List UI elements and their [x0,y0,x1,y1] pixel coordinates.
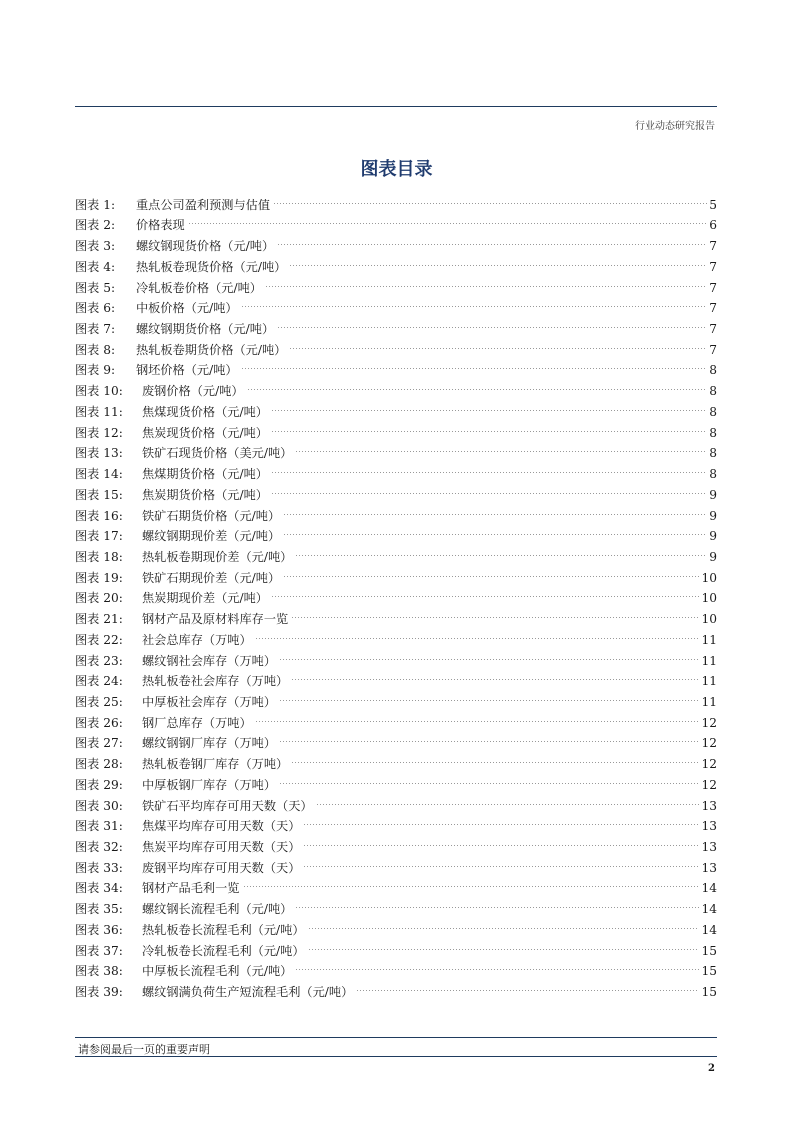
toc-entry-page: 10 [701,591,717,606]
toc-dot-leader [271,457,707,478]
toc-entry-number: 图表 11: [75,404,123,419]
toc-entry-title: 热轧板卷期现价差（元/吨） [142,549,293,564]
toc-entry-number: 图表 19: [75,570,123,585]
toc-dot-leader [283,520,707,541]
toc-entry-number: 图表 24: [75,674,123,689]
toc-dot-leader [295,540,707,561]
toc-dot-leader [279,727,699,748]
toc-dot-leader [295,892,699,913]
toc-entry-title: 价格表现 [136,218,185,233]
toc-entry-title: 焦炭平均库存可用天数（天） [142,840,301,854]
toc-entry-title: 焦炭现货价格（元/吨） [142,425,268,440]
toc-entry-page: 7 [709,301,717,316]
report-type-label: 行业动态研究报告 [635,121,715,132]
toc-entry-number: 图表 38: [75,964,123,979]
toc-dot-leader [316,789,700,810]
toc-entry-title: 钢厂总库存（万吨） [142,715,252,730]
toc-dot-leader [255,623,700,644]
footer-rule-bottom [75,1056,717,1057]
toc-entry-title: 焦炭期货价格（元/吨） [142,487,268,502]
toc-entry-number: 图表 18: [75,549,123,564]
toc-entry-page: 7 [709,342,717,357]
toc-entry-number: 图表 10: [75,384,123,399]
toc-dot-leader [283,561,699,582]
toc-entry-page: 14 [701,881,717,896]
toc-entry-title: 废钢价格（元/吨） [142,384,244,399]
toc-entry-title: 中厚板钢厂库存（万吨） [142,777,277,792]
toc-entry-title: 冷轧板卷长流程毛利（元/吨） [142,943,305,958]
toc-entry-number: 图表 28: [75,757,123,772]
toc-entry-number: 图表 22: [75,632,123,647]
toc-entry-page: 11 [701,674,717,689]
toc-entry-title: 焦煤期货价格（元/吨） [142,467,268,482]
toc-entry-title: 热轧板卷期货价格（元/吨） [136,342,287,357]
toc-entry-title: 铁矿石现货价格（美元/吨） [142,446,293,461]
toc-entry-title: 中厚板长流程毛利（元/吨） [142,964,293,979]
toc-entry-number: 图表 32: [75,840,123,854]
toc-dot-leader [356,975,699,996]
toc-entry-title: 螺纹钢现货价格（元/吨） [136,239,275,254]
toc-entry-number: 图表 4: [75,259,116,274]
toc-entry-title: 铁矿石平均库存可用天数（天） [142,798,313,813]
toc-entry-title: 中厚板社会库存（万吨） [142,694,277,709]
toc-dot-leader [291,602,699,623]
toc-dot-leader [303,830,699,851]
toc-dot-leader [241,292,707,313]
toc-entry-number: 图表 35: [75,902,123,917]
toc-entry-page: 8 [709,425,717,440]
toc-entry-page: 9 [709,487,717,502]
toc-entry-title: 热轧板卷长流程毛利（元/吨） [142,922,305,937]
toc-entry-number: 图表 15: [75,487,123,502]
toc-entry-title: 螺纹钢长流程毛利（元/吨） [142,902,293,917]
toc-dot-leader [247,374,707,395]
toc-entry-page: 13 [701,798,717,813]
toc-entry-title: 社会总库存（万吨） [142,632,252,647]
toc-entry-page: 13 [701,819,717,834]
toc-entry-title: 焦炭期现价差（元/吨） [142,591,268,606]
toc-entry-page: 11 [701,694,717,709]
toc-dot-leader [295,437,707,458]
toc-entry-number: 图表 25: [75,694,123,709]
toc-entry-page: 11 [701,632,717,647]
toc-entry-number: 图表 20: [75,591,123,606]
toc-entry-number: 图表 9: [75,363,116,378]
toc-dot-leader [283,499,707,520]
toc-dot-leader [289,333,707,354]
toc-entry-page: 15 [701,985,717,1000]
toc-dot-leader [279,685,699,706]
toc-entry-number: 图表 37: [75,943,123,958]
toc-entry-page: 14 [701,922,717,937]
toc-dot-leader [279,644,699,665]
toc-entry-number: 图表 8: [75,342,116,357]
toc-entry-page: 6 [709,218,717,233]
toc-dot-leader [291,747,699,768]
toc-dot-leader [255,706,700,727]
toc-dot-leader [243,872,700,893]
toc-entry-page: 8 [709,363,717,378]
toc-entry-title: 铁矿石期货价格（元/吨） [142,508,281,523]
toc-entry-page: 12 [701,757,717,772]
toc-entry-page: 15 [701,943,717,958]
toc-entry-title: 热轧板卷钢厂库存（万吨） [142,757,289,772]
toc-dot-leader [308,934,700,955]
toc-dot-leader [271,395,707,416]
toc-entry-page: 8 [709,404,717,419]
toc-dot-leader [277,229,707,250]
toc-entry-title: 焦煤平均库存可用天数（天） [142,819,301,834]
toc-entry-number: 图表 30: [75,798,123,813]
toc-entry-number: 图表 1: [75,197,116,212]
toc-entry-page: 13 [701,860,717,875]
toc-entry-page: 8 [709,446,717,461]
toc-entry-page: 9 [709,508,717,523]
toc-entry-page: 9 [709,549,717,564]
toc-entry-title: 螺纹钢期货价格（元/吨） [136,322,275,337]
toc-entry-number: 图表 39: [75,985,123,1000]
toc-entry-number: 图表 13: [75,446,123,461]
toc-dot-leader [291,665,699,686]
toc-entry-number: 图表 6: [75,301,116,316]
toc-entry-number: 图表 7: [75,322,116,337]
toc-entry[interactable] [75,188,717,212]
toc-title: 图表目录 [360,159,433,180]
toc-entry-number: 图表 12: [75,425,123,440]
toc-dot-leader [277,312,707,333]
toc-entry-title: 冷轧板卷价格（元/吨） [136,280,262,295]
toc-entry-page: 13 [701,840,717,854]
page-number: 2 [708,1063,715,1074]
toc-dot-leader [241,354,707,375]
toc-entry-page: 7 [709,322,717,337]
toc-entry-page: 12 [701,736,717,751]
toc-entry-number: 图表 3: [75,239,116,254]
toc-dot-leader [265,271,707,292]
toc-dot-leader [271,478,707,499]
toc-entry-title: 重点公司盈利预测与估值 [136,197,271,212]
toc-entry-number: 图表 36: [75,922,123,937]
toc-entry-title: 废钢平均库存可用天数（天） [142,860,301,875]
toc-entry-number: 图表 16: [75,508,123,523]
toc-entry-page: 11 [701,653,717,668]
toc-entry-title: 钢坯价格（元/吨） [136,363,238,378]
toc-dot-leader [295,955,699,976]
toc-entry-title: 铁矿石期现价差（元/吨） [142,570,281,585]
toc-entry-number: 图表 21: [75,612,123,627]
toc-entry-number: 图表 14: [75,467,123,482]
toc-dot-leader [271,416,707,437]
toc-dot-leader [273,188,707,209]
disclaimer-note: 请参阅最后一页的重要声明 [78,1043,210,1056]
toc-entry-page: 10 [701,612,717,627]
toc-entry-page: 14 [701,902,717,917]
footer-rule-top [75,1037,717,1038]
toc-entry-number: 图表 29: [75,777,123,792]
toc-entry-title: 热轧板卷现货价格（元/吨） [136,259,287,274]
toc-entry-page: 8 [709,384,717,399]
toc-entry-title: 螺纹钢满负荷生产短流程毛利（元/吨） [142,985,354,1000]
toc-entry-title: 螺纹钢期现价差（元/吨） [142,529,281,544]
toc-dot-leader [279,768,699,789]
toc-entry-number: 图表 23: [75,653,123,668]
toc-dot-leader [308,913,700,934]
toc-dot-leader [289,250,707,271]
toc-dot-leader [303,810,699,831]
toc-dot-leader [271,582,700,603]
chart-table-of-contents [75,188,717,1000]
toc-entry-title: 钢材产品及原材料库存一览 [142,612,289,627]
toc-entry-number: 图表 26: [75,715,123,730]
toc-entry-number: 图表 31: [75,819,123,834]
toc-entry-number: 图表 34: [75,881,123,896]
toc-entry-page: 15 [701,964,717,979]
toc-entry-number: 图表 17: [75,529,123,544]
toc-entry-title: 螺纹钢钢厂库存（万吨） [142,736,277,751]
toc-entry-page: 7 [709,259,717,274]
toc-entry-number: 图表 5: [75,280,116,295]
toc-entry-number: 图表 2: [75,218,116,233]
toc-entry-page: 10 [701,570,717,585]
header-rule [75,106,717,107]
toc-entry-title: 焦煤现货价格（元/吨） [142,404,268,419]
toc-entry-page: 12 [701,715,717,730]
toc-entry-page: 9 [709,529,717,544]
toc-entry-title: 钢材产品毛利一览 [142,881,240,896]
toc-dot-leader [303,851,699,872]
toc-entry-number: 图表 33: [75,860,123,875]
toc-entry-page: 7 [709,280,717,295]
toc-entry-page: 7 [709,239,717,254]
toc-entry-page: 5 [709,197,717,212]
toc-dot-leader [188,209,707,230]
toc-entry-page: 8 [709,467,717,482]
toc-entry-title: 螺纹钢社会库存（万吨） [142,653,277,668]
toc-entry-page: 12 [701,777,717,792]
toc-entry-number: 图表 27: [75,736,123,751]
toc-entry-title: 热轧板卷社会库存（万吨） [142,674,289,689]
toc-entry-title: 中板价格（元/吨） [136,301,238,316]
